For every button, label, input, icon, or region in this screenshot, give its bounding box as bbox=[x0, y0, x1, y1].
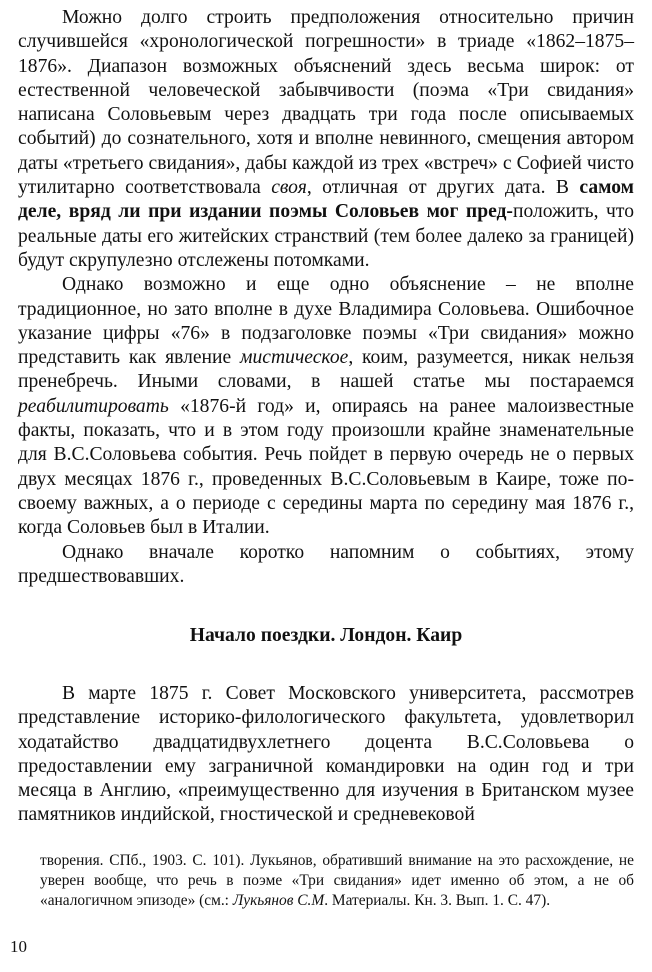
paragraph-1-text-c: положить, что реальные даты его житейских странствий (тем более далеко за границей) будут скрупулезно отслежены потомками. bbox=[18, 201, 634, 271]
paragraph-1 bbox=[18, 6, 634, 273]
footnote bbox=[40, 851, 634, 911]
section-paragraph-1: В марте 1875 г. Совет Московского университета, рассмотрев представление историко-филологического факультета, удовлетворил ходатайство двадцатидвухлетнего доцента В.С.Соловьева о предоставлении ему заграничной командировки на один год и три месяца в Англию, «преимущественно для изучения в Британском музее памятников индийской, гностической и средневековой bbox=[18, 683, 634, 826]
paragraph-2-text-b: , коим, разумеется, никак нельзя пренебречь. Иными словами, в нашей статье мы постараемся bbox=[18, 347, 635, 393]
paragraph-1-text-a: Можно долго строить предположения относительно причин случившейся «хронологической погрешности» в триаде «1862–1875–1876». Диапазон возможных объяснений здесь весьма широк: от естественной человеческой забывчивости (поэма «Три свидания» написана Соловьевым через двадцать три года после описываемых событий) до сознательного, хотя и вполне невинного, смещения автором даты «третьего свидания», дабы каждой из трех «встреч» с Софией чисто утилитарно соответствовала bbox=[18, 7, 634, 199]
paragraph-2-text-a: Однако возможно и еще одно объяснение – не вполне традиционное, но зато вполне в духе Владимира Соловьева. Ошибочное указание цифры «76» в подзаголовке поэмы «Три свидания» можно представить как явление bbox=[18, 274, 634, 369]
footnote-text-a: творения. СПб., 1903. С. 101). Лукьянов, обративший внимание на это расхождение, не уверен вообще, что речь в поэме «Три свидания» идет именно об этом, а не об «аналогичном эпизоде» (см.: bbox=[40, 852, 634, 909]
paragraph-2-emphasis-1: мистическое bbox=[240, 347, 349, 369]
footnote-emphasis: Лукьянов С.М bbox=[232, 892, 325, 909]
main-text bbox=[18, 6, 634, 589]
paragraph-1-highlighted-text: самом деле, вряд ли при издании поэмы Соловьев мог пред- bbox=[18, 177, 634, 223]
section-text bbox=[18, 682, 634, 828]
page-number: 10 bbox=[10, 937, 27, 956]
section-heading: Начало поездки. Лондон. Каир bbox=[189, 625, 463, 646]
paragraph-2 bbox=[18, 273, 634, 540]
paragraph-3: Однако вначале коротко напомним о событиях, этому предшествовавших. bbox=[18, 541, 634, 587]
footnote-text-b: . Материалы. Кн. 3. Вып. 1. С. 47). bbox=[324, 892, 551, 909]
paragraph-1-emphasis: своя bbox=[271, 177, 307, 199]
paragraph-1-text-b: , отличная от других дата. В bbox=[306, 177, 580, 199]
paragraph-2-emphasis-2: реабилитировать bbox=[18, 395, 169, 417]
paragraph-2-text-c: «1876-й год» и, опираясь на ранее малоизвестные факты, показать, что и в этом году произошли крайне знаменательные для В.С.Соловьева события. Речь пойдет в первую очередь не о первых двух месяцах 1876 г., проведенных В.С.Соловьевым в Каире, тоже по-своему важных, а о периоде с середины марта по середину мая 1876 г., когда Соловьев был в Италии. bbox=[18, 395, 634, 539]
